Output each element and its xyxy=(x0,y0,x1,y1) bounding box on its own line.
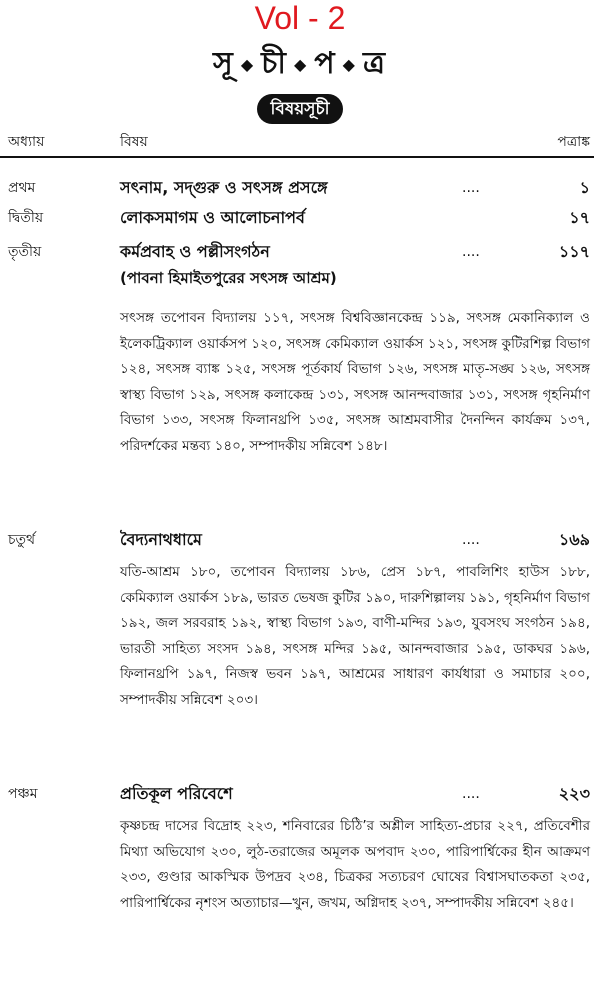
page-number: ২২৩ xyxy=(558,784,590,803)
section-badge: বিষয়সূচী xyxy=(257,94,344,124)
title-char: সূ xyxy=(213,46,235,81)
chapter-label: তৃতীয় xyxy=(8,244,42,260)
entry-details: যতি-আশ্রম ১৮০, তপোবন বিদ্যালয় ১৮৬, প্রেস ১৮৭, পাবলিশিং হাউস ১৮৮, কেমিক্যাল ওয়ার্কস ১৮৯, ভারত ভেষজ কুটির ১৯০, দারুশিল্পালয় ১৯১, গৃহনির্মাণ বিভাগ ১৯২, জল সরবরাহ ১৯২, স্বাস্থ্য বিভাগ ১৯৩, বাণী-মন্দির ১৯৩, যুবসংঘ সংগঠন ১৯৪, ভারতী সাহিত্য সংসদ ১৯৪, সৎসঙ্গ মন্দির ১৯৫, আনন্দবাজার ১৯৫, ডাকঘর ১৯৬, ফিলানথ্রপি ১৯৭, নিজস্ব ভবন ১৯৭, আশ্রমের সাধারণ কার্যধারা ও সমাচার ২০০, সম্পাদকীয় সন্নিবেশ ২০৩। xyxy=(120,564,590,708)
entry-title: সৎনাম, সদ্‌গুরু ও সৎসঙ্গ প্রসঙ্গে xyxy=(120,178,328,197)
entry-title: লোকসমাগম ও আলোচনাপর্ব xyxy=(120,208,305,227)
page-number: ১১৭ xyxy=(558,242,590,261)
entry-title: কর্মপ্রবাহ ও পল্লীসংগঠন xyxy=(120,242,270,261)
column-page: পত্রাঙ্ক xyxy=(557,134,590,150)
leader-dots: .... xyxy=(462,532,480,548)
page-number: ১ xyxy=(579,178,590,197)
entry-title: বৈদ্যনাথধামে xyxy=(120,530,202,549)
title-char: চী xyxy=(261,46,288,81)
chapter-label: দ্বিতীয় xyxy=(8,210,44,226)
page-number: ১৬৯ xyxy=(558,530,590,549)
diamond-icon: ◆ xyxy=(342,54,357,74)
header-rule xyxy=(0,156,594,158)
leader-dots: .... xyxy=(462,786,480,802)
page-number: ১৭ xyxy=(569,208,590,227)
entry-subtitle: (পাবনা হিমাইতপুরের সৎসঙ্গ আশ্রম) xyxy=(120,269,337,287)
entry-details: কৃষ্ণচন্দ্র দাসের বিদ্রোহ ২২৩, শনিবারের চিঠি’র অশ্লীল সাহিত্য-প্রচার ২২৭, প্রতিবেশীর মিথ্যা অভিযোগ ২৩০, লুঠ-তরাজের অমূলক অপবাদ ২৩০, পারিপার্শ্বিকের হীন আক্রমণ ২৩৩, গুণ্ডার আকস্মিক উপদ্রব ২৩৪, চিত্রকর সত্যচরণ ঘোষের বিশ্বাসঘাতকতা ২৩৫, পারিপার্শ্বিকের নৃশংস অত্যাচার—খুন, জখম, অগ্নিদাহ ২৩৭, সম্পাদকীয় সন্নিবেশ ২৪৫। xyxy=(120,818,590,911)
column-subject: বিষয় xyxy=(120,134,148,150)
leader-dots: .... xyxy=(462,244,480,260)
section-badge-wrap xyxy=(0,94,600,124)
diamond-icon: ◆ xyxy=(293,54,309,74)
diamond-icon: ◆ xyxy=(240,54,256,74)
leader-dots: .... xyxy=(462,180,480,196)
contents-title xyxy=(0,44,600,85)
title-char: প xyxy=(314,46,337,81)
chapter-label: প্রথম xyxy=(8,180,36,196)
title-char: ত্র xyxy=(362,46,387,81)
entry-details: সৎসঙ্গ তপোবন বিদ্যালয় ১১৭, সৎসঙ্গ বিশ্ববিজ্ঞানকেন্দ্র ১১৯, সৎসঙ্গ মেকানিক্যাল ও ইলেকট্রিক্যাল ওয়ার্কসপ ১২০, সৎসঙ্গ কেমিক্যাল ওয়ার্কস ১২১, সৎসঙ্গ কুটিরশিল্প বিভাগ ১২৪, সৎসঙ্গ ব্যাঙ্ক ১২৫, সৎসঙ্গ পূর্তকার্য বিভাগ ১২৬, সৎসঙ্গ মাতৃ-সঙ্ঘ ১২৬, সৎসঙ্গ স্বাস্থ্য বিভাগ ১২৯, সৎসঙ্গ কলাকেন্দ্র ১৩১, সৎসঙ্গ আনন্দবাজার ১৩১, সৎসঙ্গ গৃহনির্মাণ বিভাগ ১৩৩, সৎসঙ্গ ফিলানথ্রপি ১৩৫, সৎসঙ্গ আশ্রমবাসীর দৈনন্দিন কার্যক্রম ১৩৭, পরিদর্শকের মন্তব্য ১৪০, সম্পাদকীয় সন্নিবেশ ১৪৮। xyxy=(120,310,590,454)
chapter-label: চতুর্থ xyxy=(8,532,36,548)
column-header xyxy=(0,130,600,154)
chapter-label: পঞ্চম xyxy=(8,786,38,802)
volume-label: Vol - 2 xyxy=(254,0,346,36)
entry-title: প্রতিকূল পরিবেশে xyxy=(120,784,233,803)
column-chapter: অধ্যায় xyxy=(8,134,45,150)
